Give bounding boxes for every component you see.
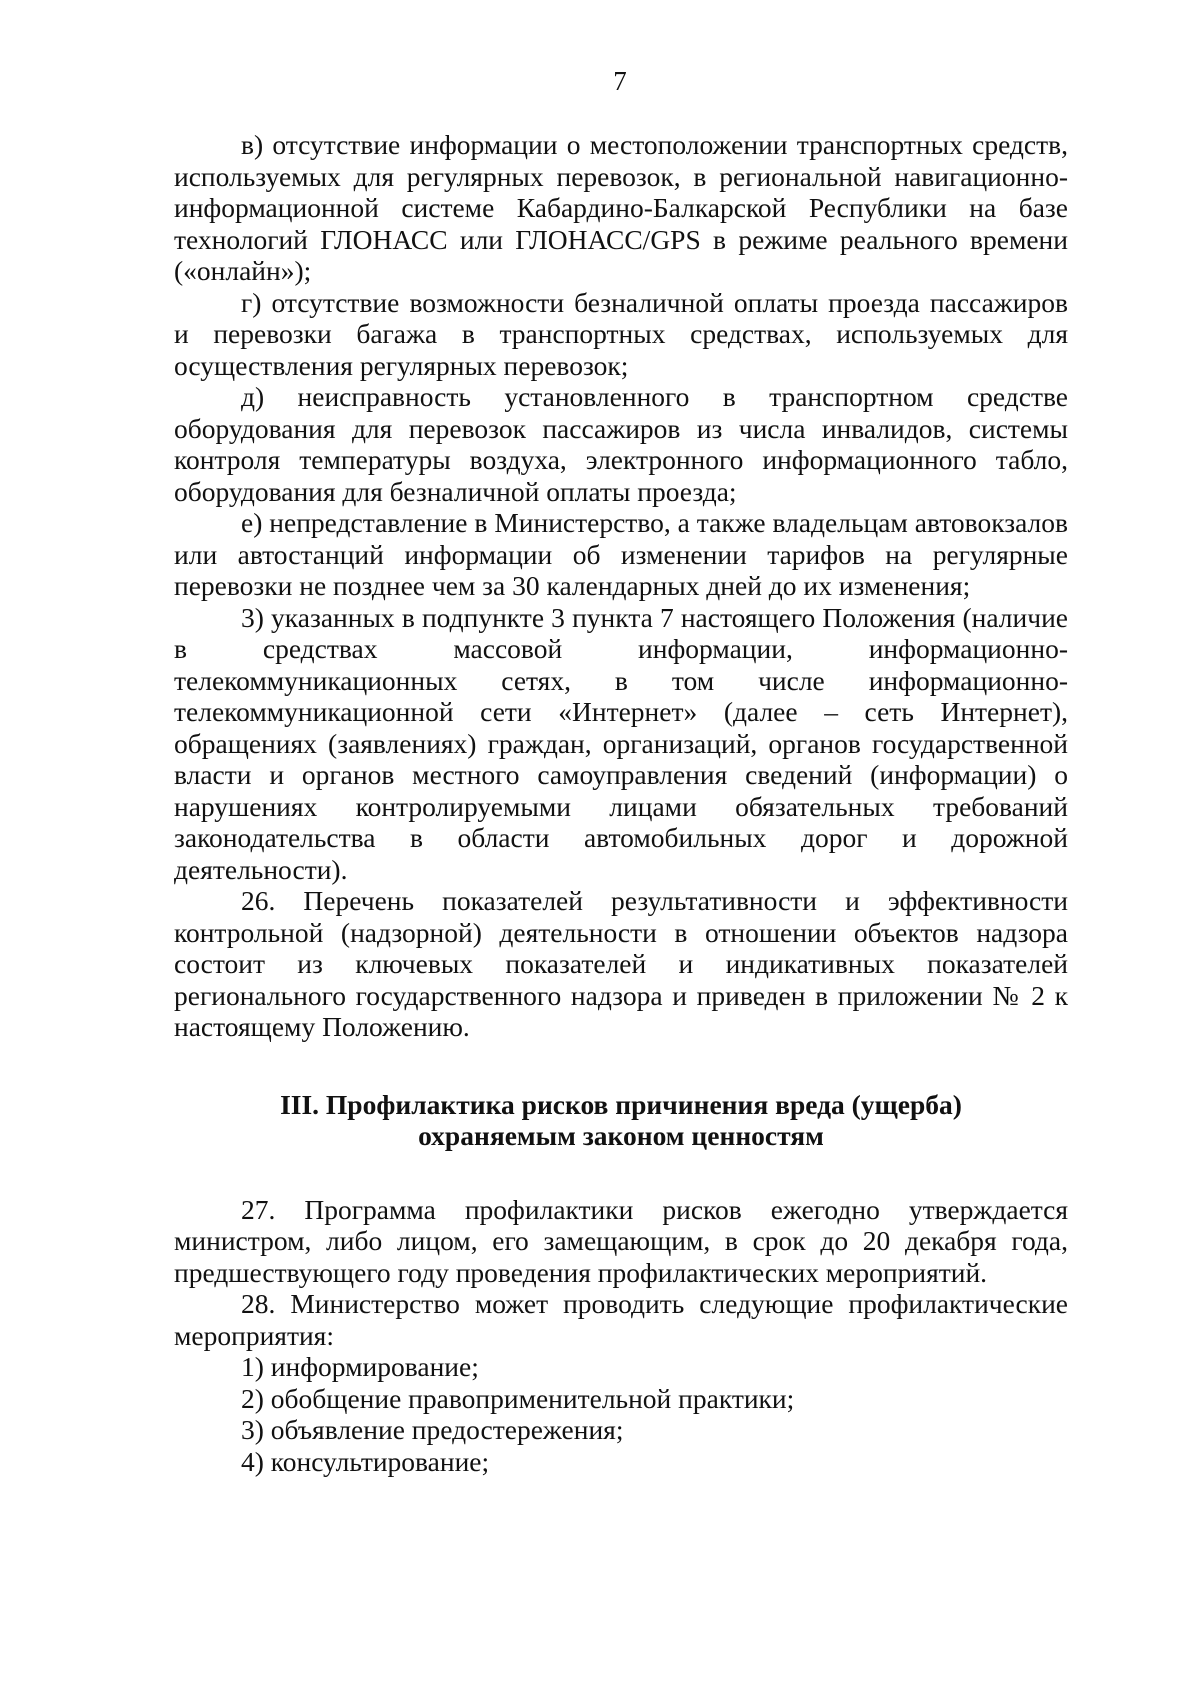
list-item-informing: 1) информирование; bbox=[241, 1351, 479, 1382]
list-item-practice-summary: 2) обобщение правоприменительной практики; bbox=[241, 1382, 795, 1414]
paragraph-28: 28. Министерство может проводить следующие профилактические мероприятия: bbox=[174, 1288, 1068, 1351]
list-item-consulting: 4) консультирование; bbox=[241, 1445, 490, 1477]
paragraph-3: 3) указанных в подпункте 3 пункта 7 настоящего Положения (наличие в средствах массовой информации, информационно-телекоммуникационных сетях, в том числе информационно-телекоммуникационной сети «Интернет» (далее – сеть Интернет), обращениях (заявлениях) граждан, организаций, органов государственной власти и органов местного самоуправления сведений (информации) о нарушениях контролируемыми лицами обязательных требований законодательства в области автомобильных дорог и дорожной деятельности). bbox=[174, 601, 1068, 885]
document-body bbox=[174, 129, 1068, 1477]
paragraph-e: е) непредставление в Министерство, а также владельцам автовокзалов или автостанций информации об изменении тарифов на регулярные перевозки не позднее чем за 30 календарных дней до их изменения; bbox=[174, 507, 1068, 601]
paragraph-d: д) неисправность установленного в транспортном средстве оборудования для перевозок пассажиров из числа инвалидов, системы контроля температуры воздуха, электронного информационного табло, оборудования для безналичной оплаты проезда; bbox=[174, 381, 1068, 507]
paragraph-26: 26. Перечень показателей результативности и эффективности контрольной (надзорной) деятельности в отношении объектов надзора состоит из ключевых показателей и индикативных показателей регионального государственного надзора и приведен в приложении № 2 к настоящему Положению. bbox=[174, 885, 1068, 1042]
paragraph-v: в) отсутствие информации о местоположении транспортных средств, используемых для регулярных перевозок, в региональной навигационно-информационной системе Кабардино-Балкарской Республики на базе технологий ГЛОНАСС или ГЛОНАСС/GPS в режиме реального времени («онлайн»); bbox=[174, 129, 1068, 286]
section-heading-line2: охраняемым законом ценностям bbox=[418, 1120, 824, 1151]
paragraph-g: г) отсутствие возможности безналичной оплаты проезда пассажиров и перевозки багажа в транспортных средствах, используемых для осуществления регулярных перевозок; bbox=[174, 286, 1068, 381]
paragraph-27: 27. Программа профилактики рисков ежегодно утверждается министром, либо лицом, его замещающим, в срок до 20 декабря года, предшествующего году проведения профилактических мероприятий. bbox=[174, 1193, 1068, 1288]
section-heading bbox=[174, 1043, 1068, 1194]
list-item-warning: 3) объявление предостережения; bbox=[241, 1414, 624, 1445]
page-number: 7 bbox=[613, 66, 627, 96]
section-heading-line1: III. Профилактика рисков причинения вреда (ущерба) bbox=[280, 1088, 962, 1120]
